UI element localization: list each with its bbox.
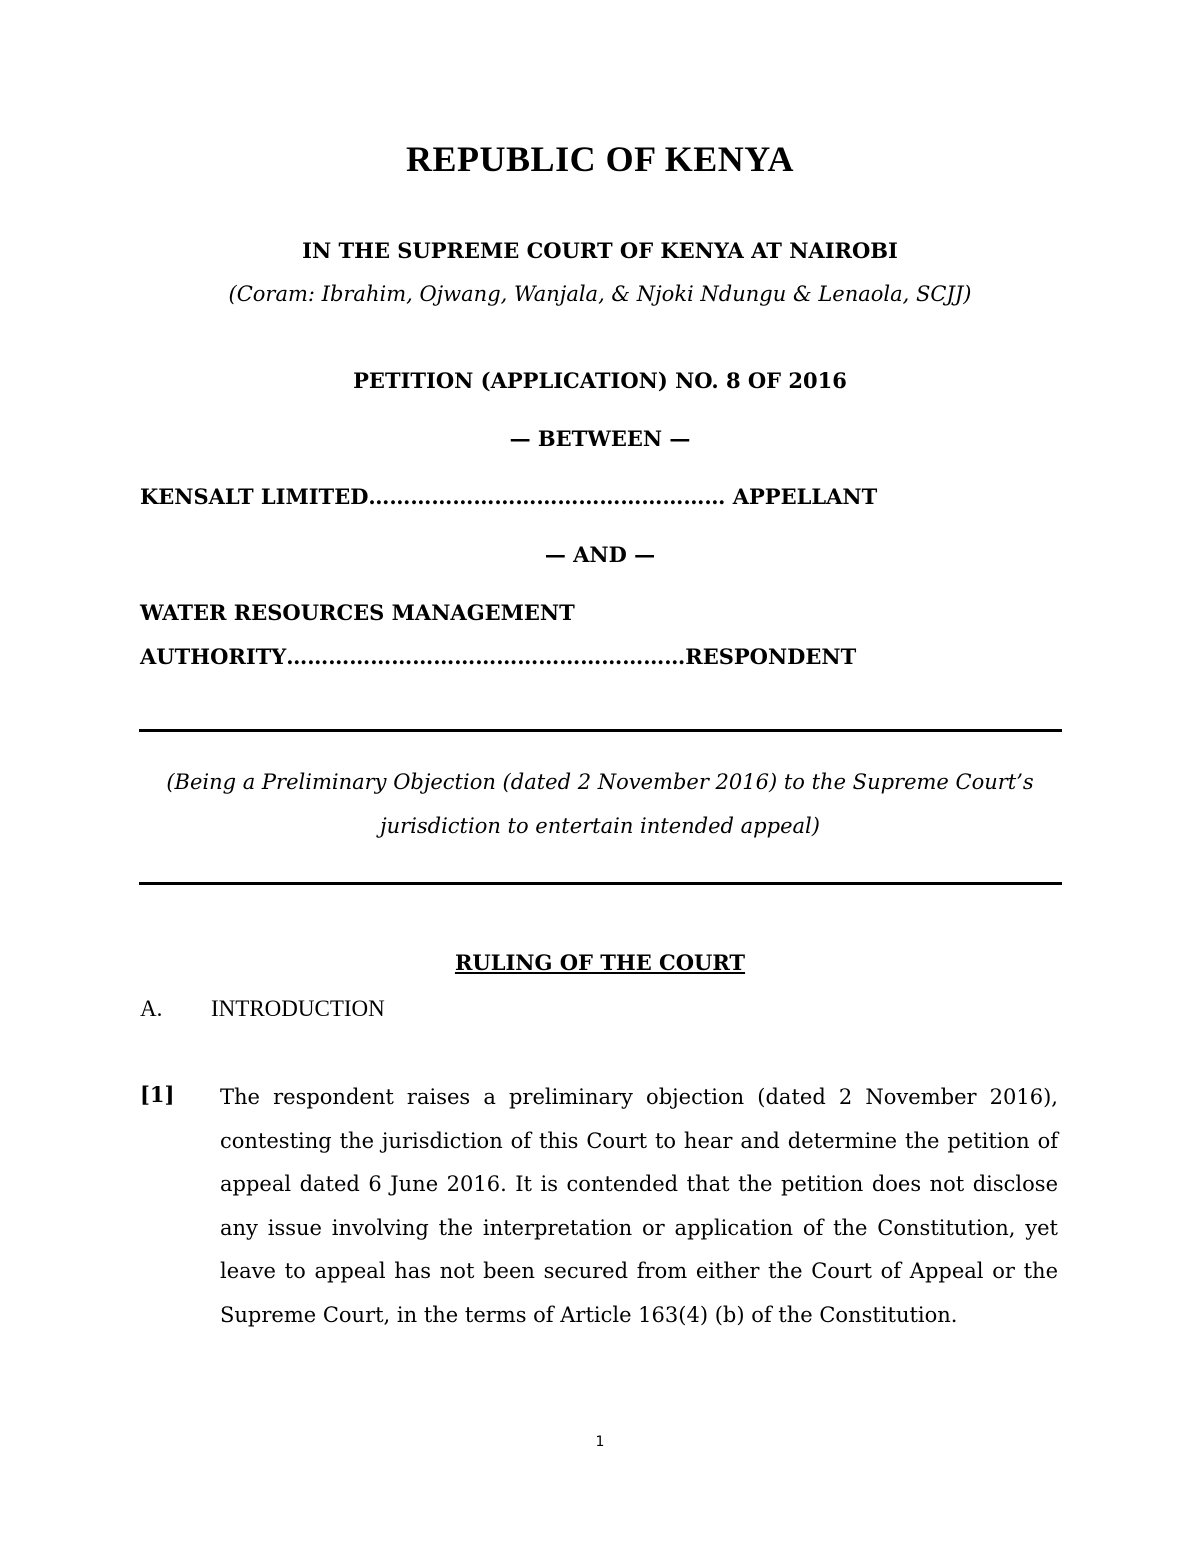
respondent-line-2: AUTHORITY…………………………………………………RESPONDENT <box>140 644 857 669</box>
top-divider <box>139 729 1062 732</box>
petition-number: PETITION (APPLICATION) NO. 8 OF 2016 <box>353 368 847 393</box>
appellant-line: KENSALT LIMITED…………………………………………… APPELLANT <box>140 484 878 509</box>
paragraph-number: [1] <box>140 1082 175 1107</box>
objection-description: (Being a Preliminary Objection (dated 2 November 2016) to the Supreme Court’s jurisdiction to entertain intended appeal) <box>166 770 1034 838</box>
page-number: 1 <box>595 1434 605 1450</box>
respondent-line-1: WATER RESOURCES MANAGEMENT <box>140 600 575 625</box>
and-separator: — AND — <box>544 542 656 567</box>
between-separator: — BETWEEN — <box>509 426 691 451</box>
paragraph-text: The respondent raises a preliminary objection (dated 2 November 2016), contesting the jurisdiction of this Court to hear and determine the petition of appeal dated 6 June 2016. It is contended that the petition does not disclose any issue involving the interpretation or application of the Constitution, yet leave to appeal has not been secured from either the Court of Appeal or the Supreme Court, in the terms of Article 163(4) (b) of the Constitution. <box>220 1085 1058 1327</box>
court-name: IN THE SUPREME COURT OF KENYA AT NAIROBI <box>302 238 898 263</box>
ruling-title: RULING OF THE COURT <box>454 950 746 975</box>
section-letter: A. <box>140 996 163 1021</box>
country-title: REPUBLIC OF KENYA <box>406 139 794 179</box>
bottom-divider <box>139 882 1062 885</box>
coram-line: (Coram: Ibrahim, Ojwang, Wanjala, & Njoki Ndungu & Lenaola, SCJJ) <box>228 282 972 306</box>
section-title: INTRODUCTION <box>211 996 385 1021</box>
